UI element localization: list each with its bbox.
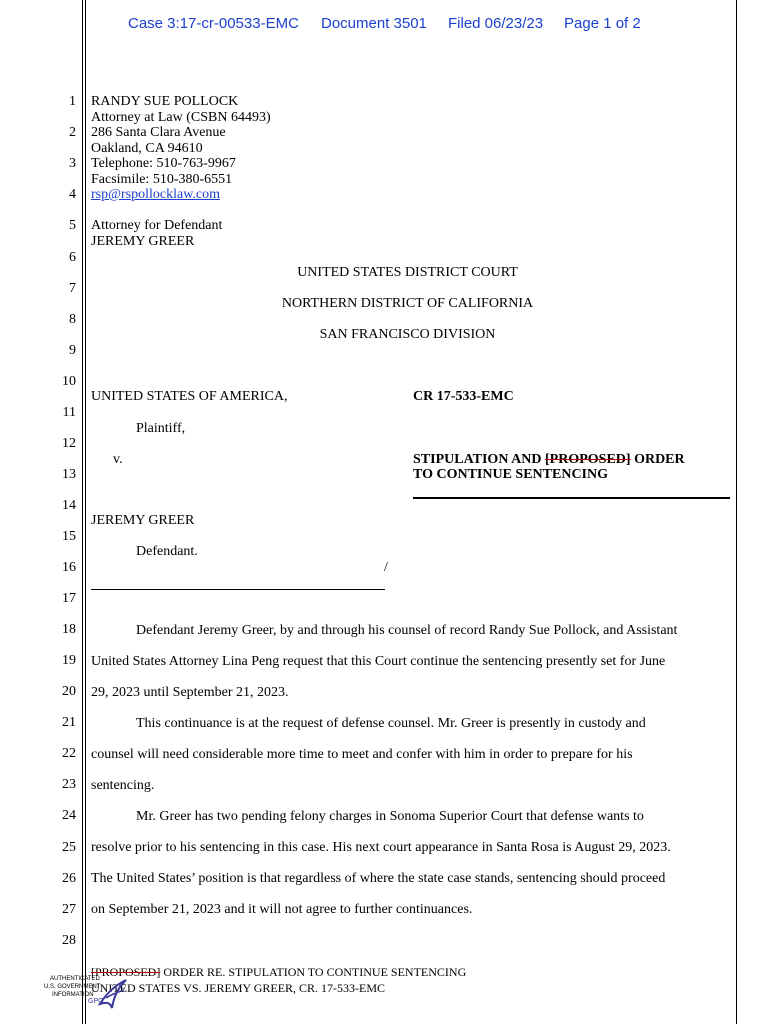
document-title-proposed-strike: [PROPOSED] (545, 452, 631, 467)
line-number: 6 (69, 250, 76, 265)
attorney-city: Oakland, CA 94610 (91, 141, 203, 156)
body-line-24: Mr. Greer has two pending felony charges in Sonoma Superior Court that defense wants to (136, 809, 644, 824)
body-line-23: sentencing. (91, 778, 155, 793)
plaintiff-role: Plaintiff, (136, 421, 186, 436)
attorney-name: RANDY SUE POLLOCK (91, 94, 239, 109)
document-number-stamp: Document 3501 (321, 15, 427, 32)
seal-text-3: INFORMATION (52, 992, 94, 998)
document-title-part-a: STIPULATION AND (413, 452, 545, 467)
attorney-for-line: Attorney for Defendant (91, 218, 223, 233)
line-number: 13 (62, 467, 76, 482)
line-number: 28 (62, 933, 76, 948)
defendant-role: Defendant. (136, 544, 198, 559)
line-number: 21 (62, 715, 76, 730)
right-margin-rule (736, 0, 737, 1024)
body-line-20: 29, 2023 until September 21, 2023. (91, 685, 289, 700)
line-number: 4 (69, 187, 76, 202)
plaintiff-name: UNITED STATES OF AMERICA, (91, 389, 288, 404)
line-number: 10 (62, 374, 76, 389)
court-district: NORTHERN DISTRICT OF CALIFORNIA (281, 296, 534, 311)
footer-line-1 (91, 965, 466, 980)
attorney-street: 286 Santa Clara Avenue (91, 125, 226, 140)
line-number: 17 (62, 591, 76, 606)
seal-text-2: U.S. GOVERNMENT (44, 984, 101, 990)
document-title-line2: TO CONTINUE SENTENCING (413, 467, 609, 482)
document-title-part-b: ORDER (630, 452, 685, 467)
line-number: 14 (62, 498, 76, 513)
footer-line-2: UNITED STATES VS. JEREMY GREER, CR. 17-533-EMC (91, 981, 386, 995)
left-margin-rule-1 (82, 0, 83, 1024)
body-line-26: The United States’ position is that regardless of where the state case stands, sentencing should proceed (91, 871, 666, 886)
case-number: CR 17-533-EMC (413, 389, 514, 404)
caption-slash: / (384, 560, 388, 575)
attorney-title: Attorney at Law (CSBN 64493) (91, 110, 271, 125)
filed-date-stamp: Filed 06/23/23 (448, 15, 544, 32)
case-number-stamp: Case 3:17-cr-00533-EMC (128, 15, 299, 32)
court-name: UNITED STATES DISTRICT COURT (297, 265, 518, 280)
line-number: 12 (62, 436, 76, 451)
gpo-authentication-seal (40, 972, 130, 1016)
line-number: 19 (62, 653, 76, 668)
line-number: 8 (69, 312, 76, 327)
attorney-client-name: JEREMY GREER (91, 234, 195, 249)
line-number: 20 (62, 684, 76, 699)
line-number: 2 (69, 125, 76, 140)
left-margin-rule-2 (85, 0, 86, 1024)
footer-line-1-rest: ORDER RE. STIPULATION TO CONTINUE SENTENCING (160, 965, 467, 979)
body-line-19: United States Attorney Lina Peng request that this Court continue the sentencing presently set for June (91, 654, 666, 669)
line-number: 16 (62, 560, 76, 575)
line-number: 7 (69, 281, 76, 296)
body-line-18: Defendant Jeremy Greer, by and through his counsel of record Randy Sue Pollock, and Assistant (136, 623, 678, 638)
line-number: 3 (69, 156, 76, 171)
body-line-22: counsel will need considerable more time to meet and confer with him in order to prepare for his (91, 747, 633, 762)
body-line-27: on September 21, 2023 and it will not agree to further continuances. (91, 902, 473, 917)
caption-left-rule (91, 589, 385, 590)
versus-label: v. (113, 452, 123, 467)
attorney-email-link[interactable]: rsp@rspollocklaw.com (91, 187, 221, 202)
attorney-telephone: Telephone: 510-763-9967 (91, 156, 236, 171)
court-division: SAN FRANCISCO DIVISION (319, 327, 496, 342)
line-number: 22 (62, 746, 76, 761)
line-number: 5 (69, 218, 76, 233)
line-number: 25 (62, 840, 76, 855)
line-number: 18 (62, 622, 76, 637)
attorney-facsimile: Facsimile: 510-380-6551 (91, 172, 233, 187)
line-number: 1 (69, 94, 76, 109)
line-number: 15 (62, 529, 76, 544)
line-number: 24 (62, 808, 76, 823)
document-title (413, 452, 685, 468)
body-line-21: This continuance is at the request of defense counsel. Mr. Greer is presently in custody and (136, 716, 646, 731)
body-line-25: resolve prior to his sentencing in this case. His next court appearance in Santa Rosa is August 29, 2023. (91, 840, 671, 855)
footer-proposed-strike: [PROPOSED] (91, 965, 161, 979)
page-count-stamp: Page 1 of 2 (564, 15, 641, 32)
line-number: 23 (62, 777, 76, 792)
caption-right-rule (413, 497, 730, 499)
line-number: 11 (62, 405, 76, 420)
seal-text-1: AUTHENTICATED (50, 976, 100, 982)
line-number: 9 (69, 343, 76, 358)
line-number: 27 (62, 902, 76, 917)
defendant-name: JEREMY GREER (91, 513, 195, 528)
seal-text-4: GPO (88, 998, 104, 1005)
line-number: 26 (62, 871, 76, 886)
